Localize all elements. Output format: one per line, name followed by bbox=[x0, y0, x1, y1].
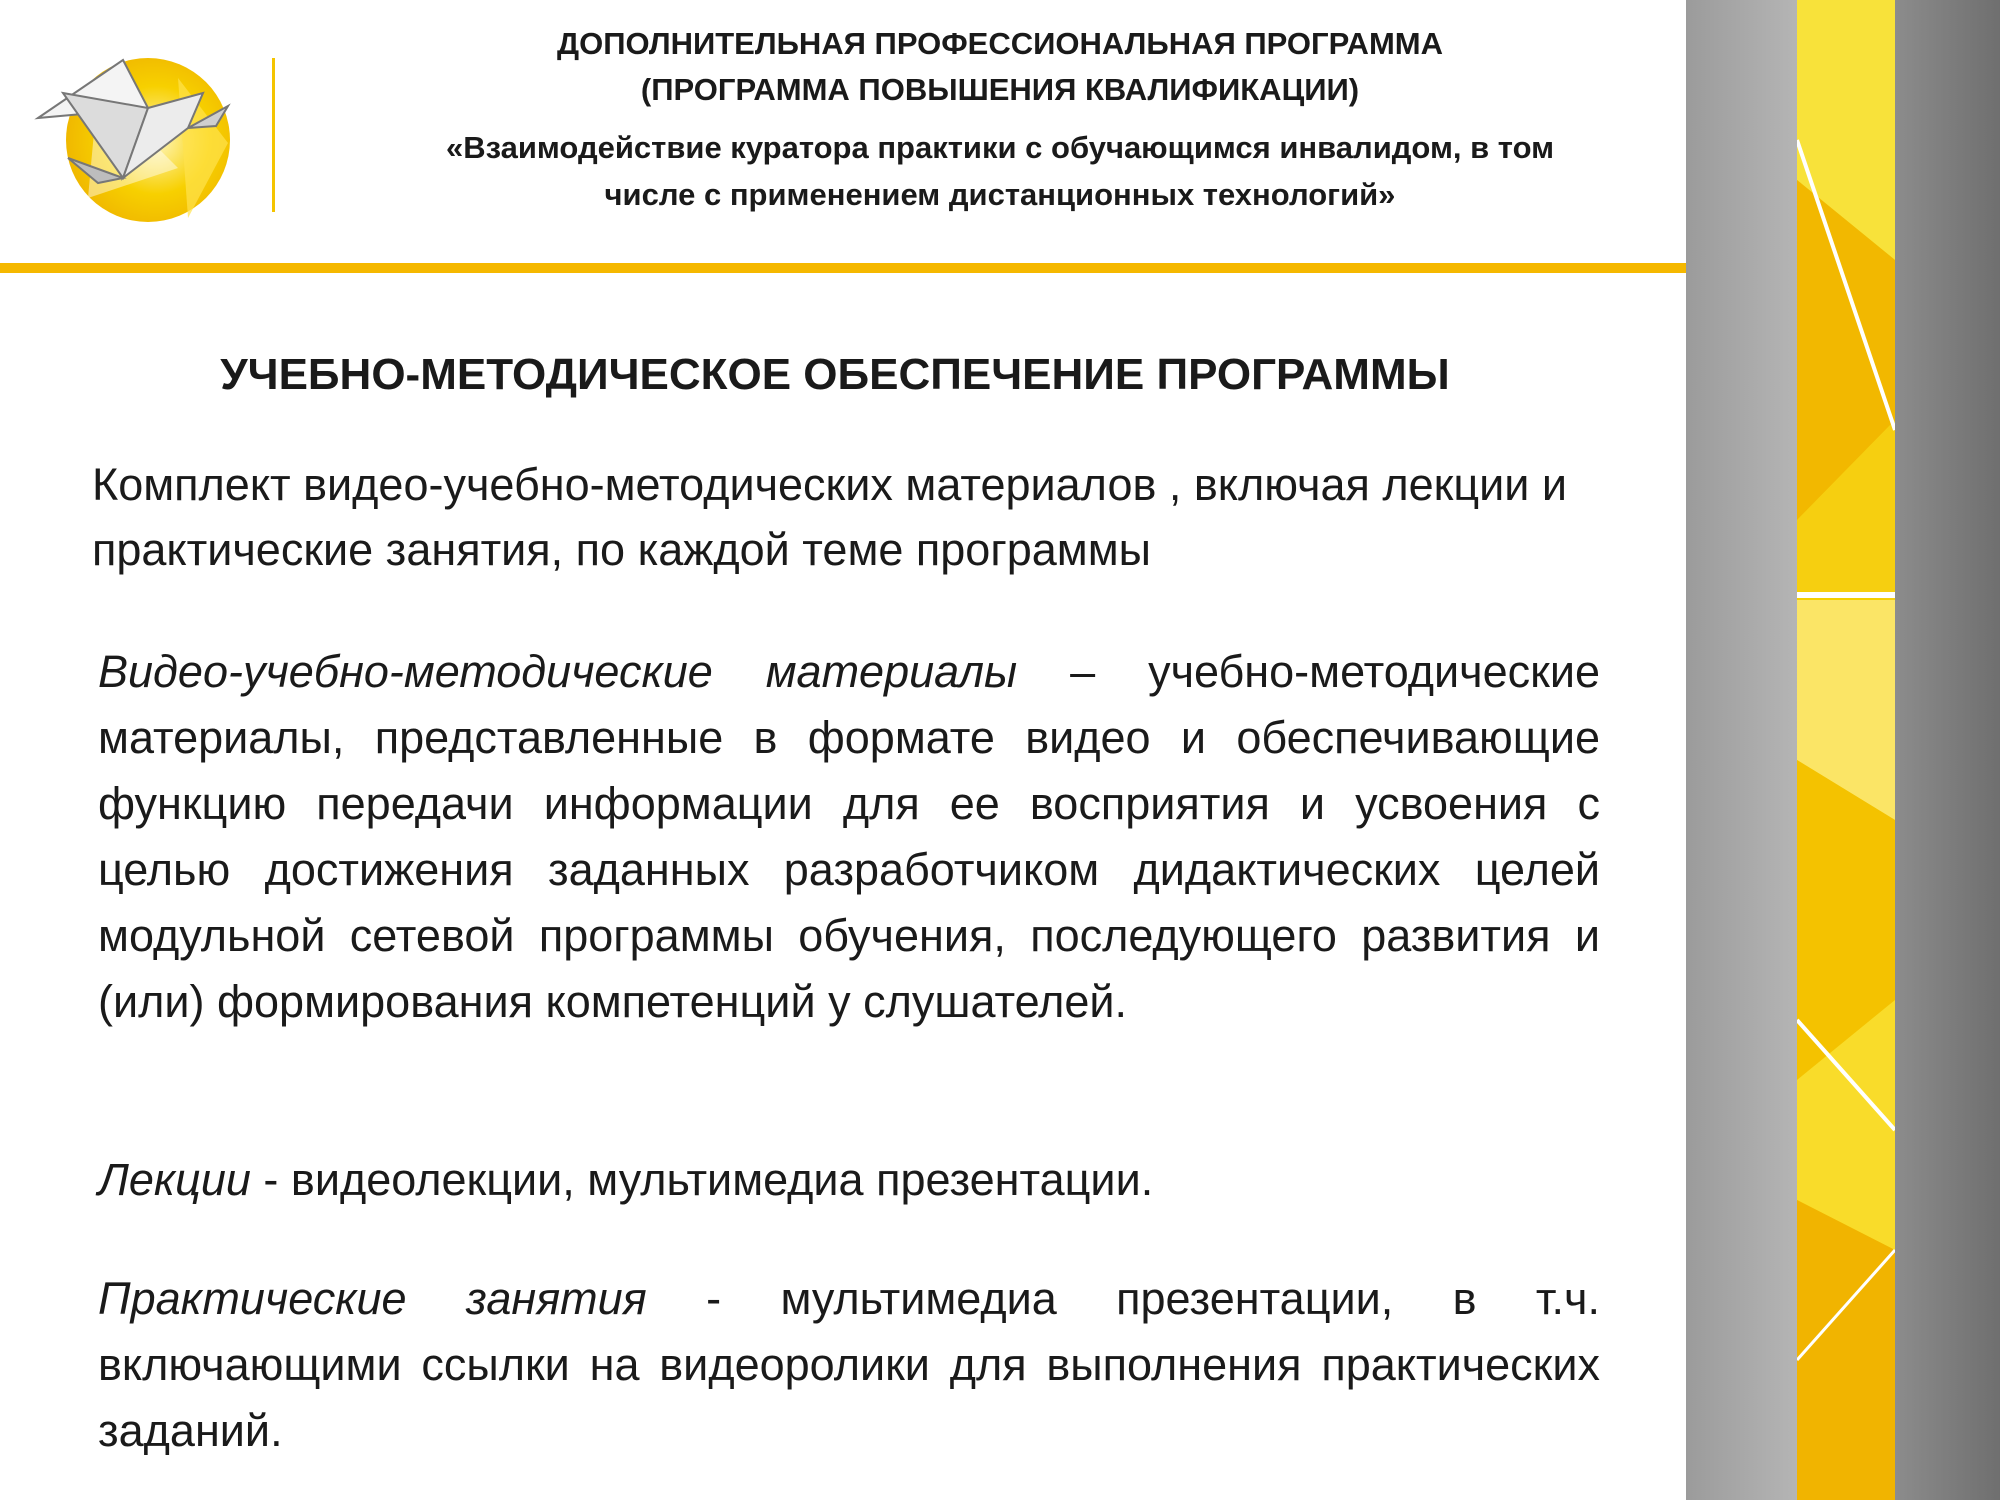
section-title: УЧЕБНО-МЕТОДИЧЕСКОЕ ОБЕСПЕЧЕНИЕ ПРОГРАММЫ bbox=[220, 350, 1450, 399]
definition-text: – учебно-методические материалы, представленные в формате видео и обеспечивающие функцию передачи информации для ее восприятия и усвоения с целью достижения заданных разработчиком дидактических целей модульной сетевой программы обучения, последующего развития и (или) формирования компетенций у слушателей. bbox=[98, 646, 1600, 1027]
program-type-heading: ДОПОЛНИТЕЛЬНАЯ ПРОФЕССИОНАЛЬНАЯ ПРОГРАММА bbox=[557, 26, 1443, 61]
logo-divider bbox=[272, 58, 275, 212]
definition-text: - мультимедиа презентации, в т.ч. включающими ссылки на видеоролики для выполнения практических заданий. bbox=[98, 1273, 1600, 1456]
definition-lectures bbox=[98, 1147, 1600, 1213]
origami-bird-globe-logo bbox=[28, 48, 248, 228]
definition-text: - видеолекции, мультимедиа презентации. bbox=[250, 1154, 1154, 1205]
intro-text: Комплект видео-учебно-методических материалов , включая лекции и практические занятия, по каждой теме программы bbox=[92, 459, 1568, 575]
definition-practical-classes bbox=[98, 1266, 1600, 1464]
definition-term: Видео-учебно-методические материалы bbox=[98, 646, 1018, 697]
side-panel-dark-gray bbox=[1895, 0, 2000, 1500]
program-subtype-heading: (ПРОГРАММА ПОВЫШЕНИЯ КВАЛИФИКАЦИИ) bbox=[640, 72, 1360, 107]
definition-term: Практические занятия bbox=[98, 1273, 647, 1324]
definition-video-materials bbox=[98, 639, 1600, 1035]
definition-term: Лекции bbox=[98, 1154, 251, 1205]
side-panel-yellow-mosaic bbox=[1797, 0, 1895, 1500]
header-divider bbox=[0, 263, 1800, 273]
program-name-line-1: «Взаимодействие куратора практики с обучающимся инвалидом, в том bbox=[445, 130, 1555, 165]
program-name-line-2: числе с применением дистанционных технологий» bbox=[604, 177, 1396, 212]
